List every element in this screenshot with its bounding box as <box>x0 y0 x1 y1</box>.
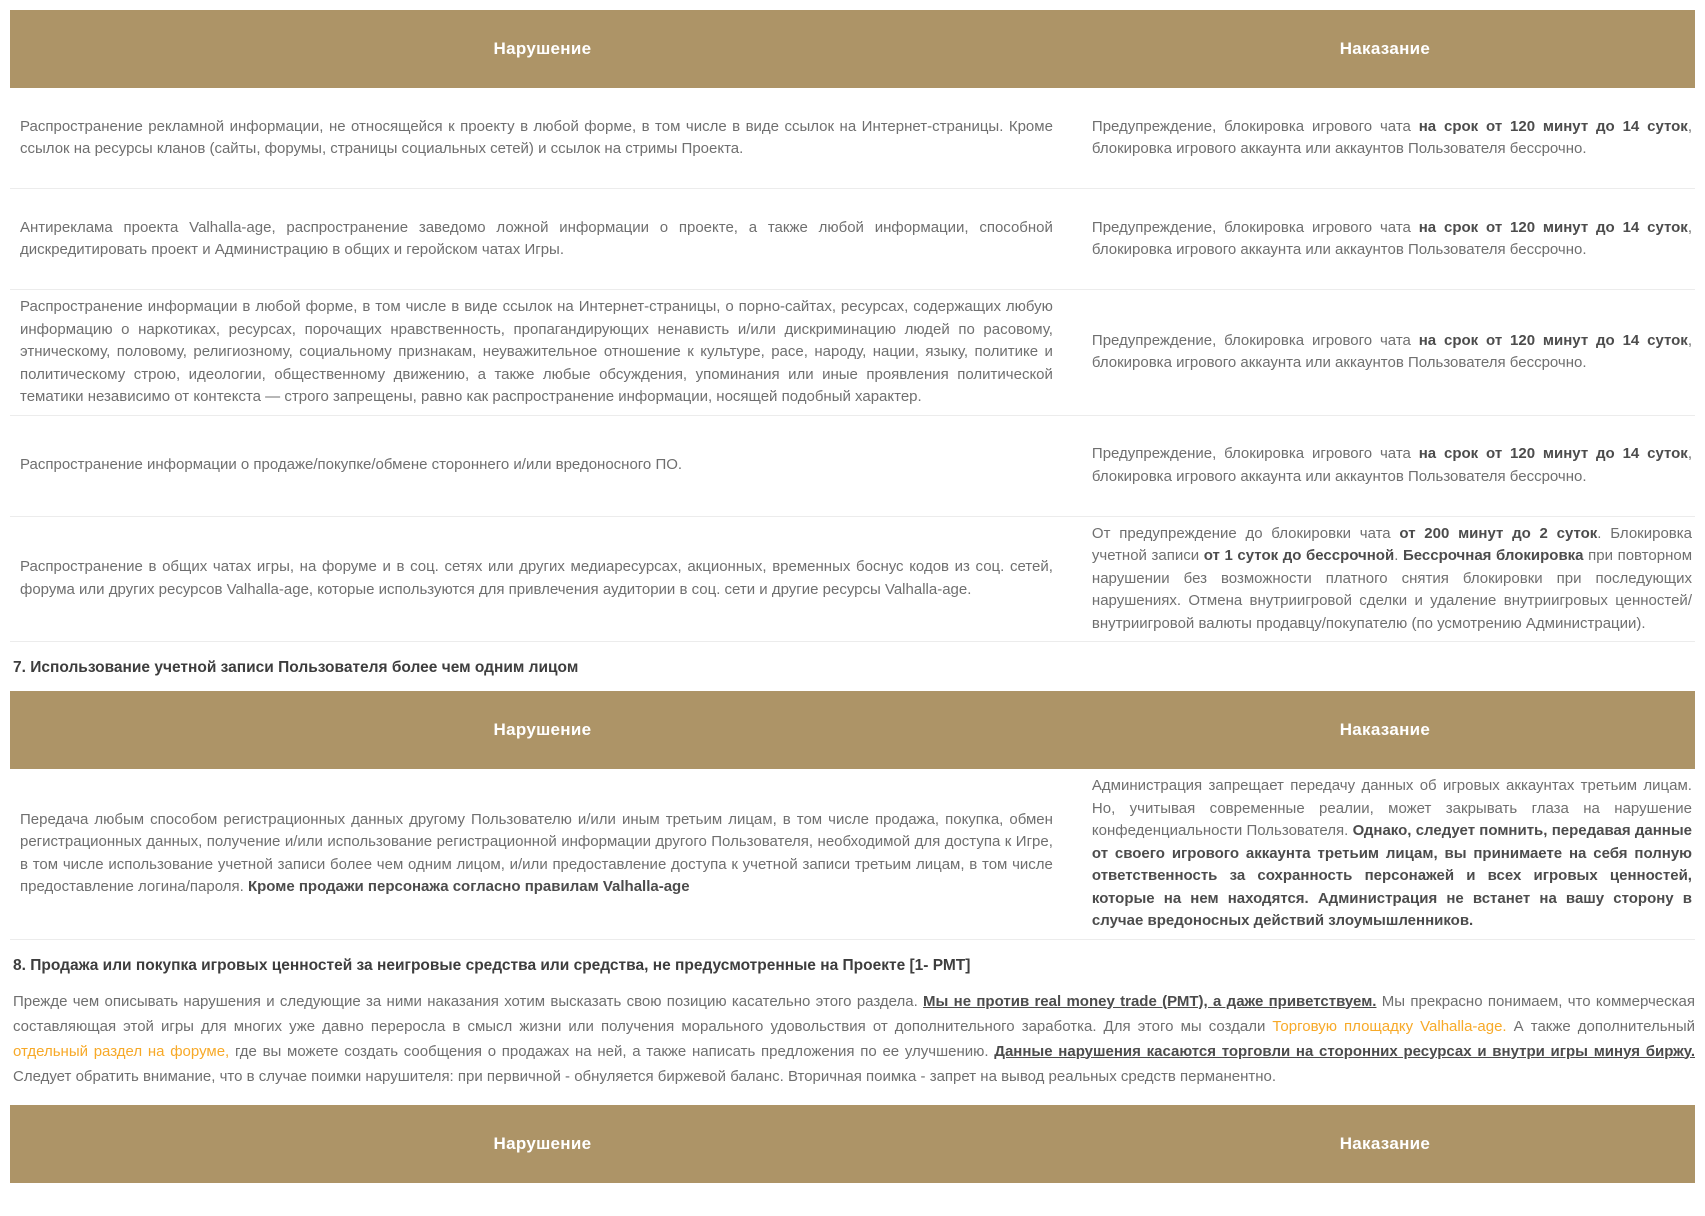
column-header-punishment: Наказание <box>1339 720 1431 739</box>
rules-table-8 <box>10 1105 1695 1183</box>
violation-cell <box>10 550 1075 607</box>
text-run: Предупреждение, блокировка игрового чата <box>1091 218 1419 236</box>
column-header-violation: Нарушение <box>493 1133 592 1153</box>
text-run: Мы прекрасно понимаем, что коммерческая составляющая этой игры для многих уже давно переросла в смысл жизни или получения морального удовольствия от дополнительного заработка. Для этого мы создали <box>13 992 1695 1035</box>
text-run: Бессрочная блокировка <box>1402 547 1584 564</box>
punishment-cell <box>1075 211 1695 268</box>
text-run: Администрация запрещает передачу данных об игровых аккаунтах третьим лицам. Но, учитывая современные реалии, может закрывать глаза на нарушение конфеденциальности Пользователя. <box>1091 777 1692 839</box>
text-run: . Блокировка учетной записи <box>1091 524 1692 564</box>
text-run: Прежде чем описывать нарушения и следующие за ними наказания хотим высказать свою позицию касательно этого раздела. <box>13 992 924 1010</box>
text-run: Кроме продажи персонажа согласно правилам Valhalla-age <box>247 878 690 896</box>
inline-link[interactable]: Торговую площадку Valhalla-age. <box>1272 1017 1507 1035</box>
violation-cell <box>10 290 1075 415</box>
text-run: на срок от 120 минут до 14 суток <box>1418 218 1688 236</box>
table-row <box>10 769 1695 940</box>
violation-cell <box>10 211 1075 268</box>
table-header-bar <box>10 691 1695 769</box>
text-run: на срок от 120 минут до 14 суток <box>1418 445 1688 462</box>
rules-table-7 <box>10 691 1695 940</box>
text-run: Предупреждение, блокировка игрового чата <box>1091 331 1419 349</box>
table-header-bar <box>10 10 1695 88</box>
table-row <box>10 290 1695 416</box>
text-run: Предупреждение, блокировка игрового чата <box>1091 117 1419 135</box>
text-run: Распространение рекламной информации, не относящейся к проекту в любой форме, в том числе в виде ссылок на Интернет-страницы. Кроме ссылок на ресурсы кланов (сайты, форумы, страницы социальных сетей) и ссылок на стримы Проекта. <box>20 117 1053 157</box>
column-header-violation: Нарушение <box>493 720 592 739</box>
text-run: Однако, следует помнить, передавая данные от своего игрового аккаунта третьим лицам, вы принимаете на себя полную ответственность за сохранность персонажей и всех игровых ценностей, которые на нем находятся. Администрация не встанет на вашу сторону в случае вредоносных действий злоумышленников. <box>1091 822 1692 929</box>
table-row <box>10 88 1695 189</box>
text-run: Распространение информации в любой форме, в том числе в виде ссылок на Интернет-страницы, о порно-сайтах, ресурсах, содержащих любую информацию о наркотиках, ресурсах, порочащих нравственность, пропагандирующих ненависть и/или дискриминацию людей по расовому, этническому, половому, религиозному, социальному признакам, неуважительное отношение к культуре, расе, народу, нации, языку, политике и политическому строю, идеологии, общественному движению, а также любые обсуждения, упоминания или иные проявления политической тематики независимо от контекста — строго запрещены, равно как распространение информации, носящей подобный характер. <box>20 298 1053 405</box>
table-body <box>10 769 1695 940</box>
section-7-heading: 7. Использование учетной записи Пользователя более чем одним лицом <box>13 659 579 676</box>
column-header-punishment: Наказание <box>1339 39 1431 58</box>
text-run: от 200 минут до 2 суток <box>1399 524 1598 542</box>
inline-link[interactable]: отдельный раздел на форуме, <box>13 1042 230 1060</box>
table-row <box>10 416 1695 517</box>
text-run: От предупреждение до блокировки чата <box>1091 524 1400 542</box>
table-row <box>10 189 1695 290</box>
text-run: при повторном нарушении без возможности платного снятия блокировки при последующих нарушениях. Отмена внутриигровой сделки и удаление внутриигровых ценностей/внутриигровой валюты продавцу/покупателю (по усмотрению Администрации). <box>1091 547 1693 632</box>
rules-table-top <box>10 10 1695 642</box>
violation-cell <box>10 110 1075 167</box>
punishment-cell <box>1075 517 1695 642</box>
column-header-punishment: Наказание <box>1339 1133 1431 1153</box>
section-8-intro <box>10 989 1695 1089</box>
text-run: Распространение информации о продаже/покупке/обмене стороннего и/или вредоносного ПО. <box>20 456 683 474</box>
text-run: , блокировка игрового аккаунта или аккаунтов Пользователя бессрочно. <box>1091 445 1692 485</box>
text-run: , блокировка игрового аккаунта или аккаунтов Пользователя бессрочно. <box>1091 117 1692 157</box>
text-run: Передача любым способом регистрационных данных другому Пользователю и/или иным третьим лицам, в том числе продажа, покупка, обмен регистрационных данных, получение и/или использование регистрационной информации другого Пользователя, необходимой для доступа к Игре, в том числе использование учетной записи более чем одним лицом, и/или предоставление доступа к учетной записи третьим лицам, в том числе предоставление логина/пароля. <box>20 810 1053 896</box>
text-run: на срок от 120 минут до 14 суток <box>1418 117 1688 135</box>
text-run: Антиреклама проекта Valhalla-age, распространение заведомо ложной информации о проекте, а также любой информации, способной дискредитировать проект и Администрацию в общих и геройском чатах Игры. <box>20 218 1053 258</box>
table-row <box>10 517 1695 643</box>
text-run: Распространение в общих чатах игры, на форуме и в соц. сетях или других медиаресурсах, акционных, временных боснус кодов из соц. сетей, форума или других ресурсов Valhalla-age, которые используются для привлечения аудитории в соц. сети и другие ресурсы Valhalla-age. <box>20 558 1053 598</box>
text-run: , блокировка игрового аккаунта или аккаунтов Пользователя бессрочно. <box>1091 218 1692 258</box>
text-run: Данные нарушения касаются торговли на сторонних ресурсах и внутри игры минуя биржу. <box>994 1042 1695 1060</box>
text-run: где вы можете создать сообщения о продажах на ней, а также написать предложения по ее улучшению. <box>229 1042 995 1060</box>
text-run: , блокировка игрового аккаунта или аккаунтов Пользователя бессрочно. <box>1091 331 1692 372</box>
text-run: на срок от 120 минут до 14 суток <box>1418 331 1688 349</box>
text-run: А также дополнительный <box>1506 1017 1695 1035</box>
violation-cell <box>10 448 1075 483</box>
table-body <box>10 88 1695 642</box>
text-run: Следует обратить внимание, что в случае поимки нарушителя: при первичной - обнуляется биржевой баланс. Вторичная поимка - запрет на вывод реальных средств перманентно. <box>13 1067 1277 1085</box>
text-run: . <box>1394 547 1403 564</box>
text-run: Мы не против real money trade (РМТ), а даже приветствуем. <box>923 992 1377 1010</box>
punishment-cell <box>1075 324 1695 381</box>
punishment-cell <box>1075 437 1695 494</box>
punishment-cell <box>1075 110 1695 167</box>
violation-cell <box>10 803 1075 905</box>
table-header-bar <box>10 1105 1695 1183</box>
column-header-violation: Нарушение <box>493 39 592 58</box>
text-run: Предупреждение, блокировка игрового чата <box>1091 445 1419 462</box>
punishment-cell <box>1075 769 1695 939</box>
section-8-heading: 8. Продажа или покупка игровых ценностей за неигровые средства или средства, не предусмотренные на Проекте [1- РМТ] <box>13 956 971 974</box>
text-run: от 1 суток до бессрочной <box>1203 547 1395 564</box>
